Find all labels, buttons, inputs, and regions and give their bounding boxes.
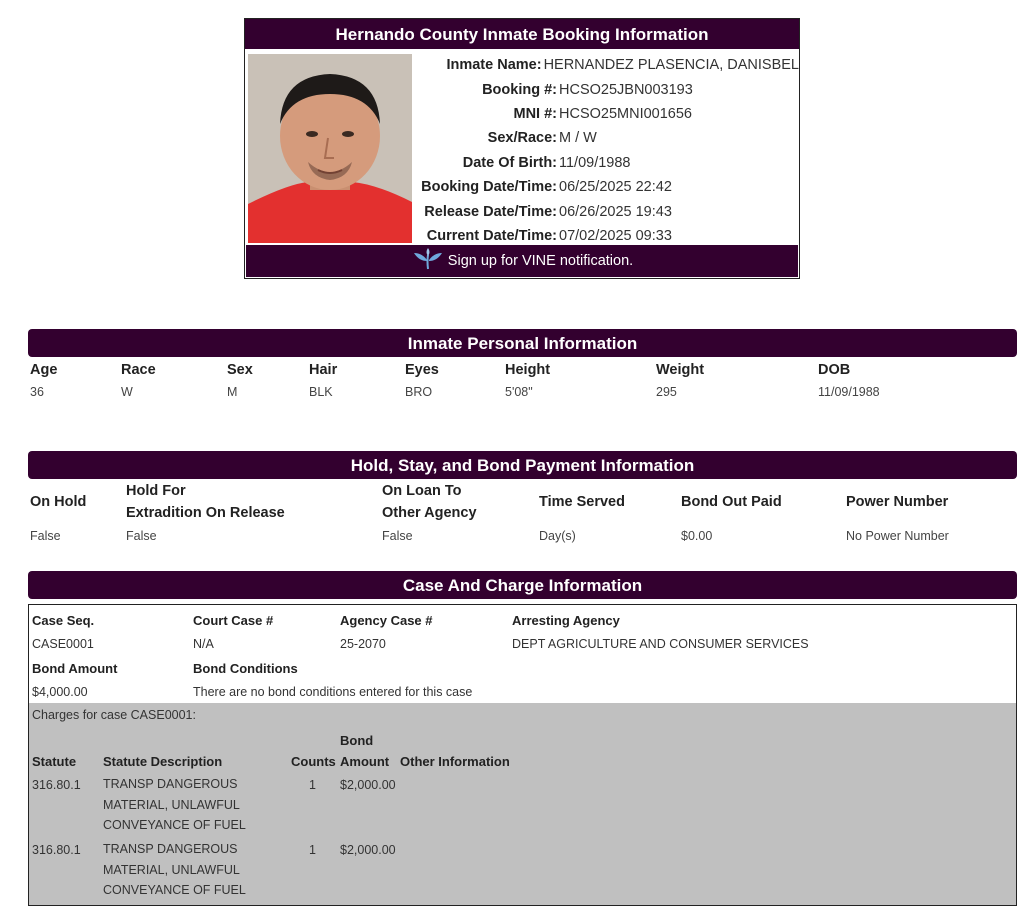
charge-description-line: CONVEYANCE OF FUEL [103, 818, 246, 832]
booking-card [244, 18, 800, 279]
col-header-bond-conditions: Bond Conditions [193, 661, 298, 676]
value-hair: BLK [309, 385, 333, 399]
info-row-sex-race [413, 126, 799, 150]
col-header-on-loan-line1: On Loan To [382, 483, 462, 499]
info-value: HCSO25MNI001656 [559, 105, 692, 122]
col-header-on-loan-line2: Other Agency [382, 505, 477, 521]
charge-description [103, 774, 263, 836]
info-row-dob [413, 151, 799, 175]
booking-title: Hernando County Inmate Booking Information [245, 19, 799, 49]
case-info-title: Case And Charge Information [28, 571, 1017, 599]
info-value: HCSO25JBN003193 [559, 81, 693, 98]
value-sex: M [227, 385, 238, 399]
col-header-on-hold: On Hold [30, 494, 87, 510]
info-label: Booking #: [482, 81, 557, 98]
value-hold-for: False [126, 529, 157, 543]
col-header-dob: DOB [818, 362, 851, 378]
info-value: 06/25/2025 22:42 [559, 179, 672, 196]
info-label: Release Date/Time: [424, 203, 557, 220]
charge-description-line: CONVEYANCE OF FUEL [103, 883, 246, 897]
col-header-hold-for-line1: Hold For [126, 483, 186, 499]
charge-description [103, 839, 263, 901]
charge-bond-amount: $2,000.00 [340, 843, 396, 857]
col-header-age: Age [30, 362, 58, 378]
booking-info-list [413, 53, 799, 248]
col-header-bond-line1: Bond [340, 733, 374, 748]
col-header-hair: Hair [309, 362, 338, 378]
value-on-hold: False [30, 529, 61, 543]
charge-counts: 1 [309, 843, 316, 857]
charge-bond-amount: $2,000.00 [340, 778, 396, 792]
charge-statute: 316.80.1 [32, 778, 81, 792]
value-dob: 11/09/1988 [818, 385, 880, 399]
info-row-mni [413, 102, 799, 126]
info-value: 11/09/1988 [559, 154, 631, 171]
col-header-counts: Counts [291, 754, 336, 769]
hold-info-title: Hold, Stay, and Bond Payment Information [28, 451, 1017, 479]
charge-description-line: TRANSP DANGEROUS [103, 842, 238, 856]
vine-link-text: Sign up for VINE notification. [447, 253, 634, 269]
col-header-bond-out-paid: Bond Out Paid [681, 494, 782, 510]
charge-description-line: TRANSP DANGEROUS [103, 777, 238, 791]
col-header-statute: Statute [32, 754, 77, 769]
info-value: M / W [559, 130, 597, 147]
col-header-court-case: Court Case # [193, 613, 274, 628]
col-header-case-seq: Case Seq. [32, 613, 95, 628]
value-on-loan: False [382, 529, 413, 543]
charges-table [29, 703, 1016, 905]
col-header-other-information: Other Information [400, 754, 510, 769]
info-row-booking-datetime [413, 175, 799, 199]
info-value: 07/02/2025 09:33 [559, 227, 672, 244]
personal-info-title: Inmate Personal Information [28, 329, 1017, 357]
col-header-weight: Weight [656, 362, 705, 378]
col-header-height: Height [505, 362, 551, 378]
col-header-hold-for-line2: Extradition On Release [126, 505, 285, 521]
col-header-eyes: Eyes [405, 362, 439, 378]
col-header-agency-case: Agency Case # [340, 613, 433, 628]
case-info-box [28, 604, 1017, 906]
value-weight: 295 [656, 385, 677, 399]
col-header-arresting-agency: Arresting Agency [512, 613, 620, 628]
info-value: 06/26/2025 19:43 [559, 203, 672, 220]
info-row-release-datetime [413, 199, 799, 223]
col-header-power-number: Power Number [846, 494, 949, 510]
col-header-statute-description: Statute Description [103, 754, 223, 769]
info-label: MNI #: [513, 105, 557, 122]
col-header-time-served: Time Served [539, 494, 625, 510]
value-court-case: N/A [193, 637, 214, 651]
col-header-bond-amount: Bond Amount [32, 661, 118, 676]
info-label: Inmate Name: [446, 57, 542, 74]
vine-signup-link[interactable] [246, 245, 798, 277]
info-row-booking-number [413, 77, 799, 101]
value-height: 5'08" [505, 385, 533, 399]
charge-counts: 1 [309, 778, 316, 792]
value-race: W [121, 385, 133, 399]
value-eyes: BRO [405, 385, 433, 399]
col-header-sex: Sex [227, 362, 253, 378]
info-label: Sex/Race: [487, 130, 557, 147]
value-bond-conditions: There are no bond conditions entered for this case [193, 685, 473, 699]
value-case-seq: CASE0001 [32, 637, 94, 651]
value-bond-amount: $4,000.00 [32, 685, 88, 699]
info-value: HERNANDEZ PLASENCIA, DANISBEL [543, 57, 799, 74]
value-arresting-agency: DEPT AGRICULTURE AND CONSUMER SERVICES [512, 637, 809, 651]
charge-description-line: MATERIAL, UNLAWFUL [103, 797, 240, 812]
col-header-bond-line2: Amount [340, 754, 390, 769]
value-time-served: Day(s) [539, 529, 576, 543]
info-label: Date Of Birth: [462, 154, 557, 171]
vine-icon [411, 247, 448, 275]
value-agency-case: 25-2070 [340, 637, 386, 651]
info-row-inmate-name [413, 53, 799, 77]
charges-label: Charges for case CASE0001: [32, 708, 196, 722]
value-bond-out-paid: $0.00 [681, 529, 713, 543]
value-power-number: No Power Number [846, 529, 949, 543]
charge-statute: 316.80.1 [32, 843, 81, 857]
value-age: 36 [30, 385, 44, 399]
charge-description-line: MATERIAL, UNLAWFUL [103, 862, 240, 877]
info-label: Current Date/Time: [426, 227, 557, 244]
info-label: Booking Date/Time: [421, 179, 557, 196]
mugshot-photo [248, 54, 412, 243]
col-header-race: Race [121, 362, 156, 378]
